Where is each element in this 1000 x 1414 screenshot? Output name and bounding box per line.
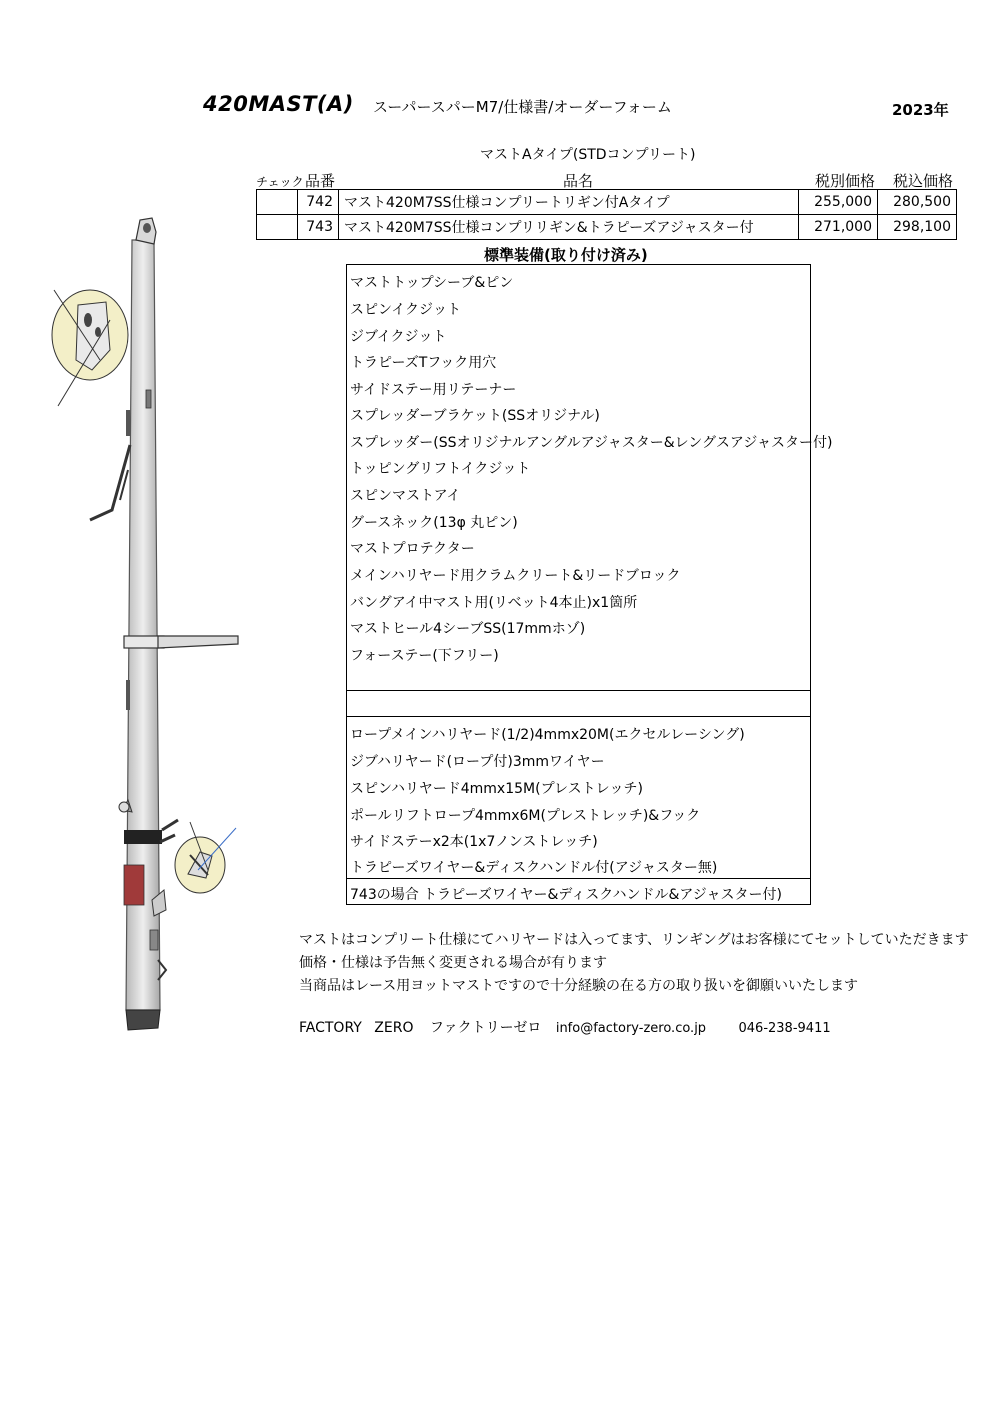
list-item: グースネック(13φ 丸ピン) bbox=[350, 515, 518, 531]
list-item: スピンイクジット bbox=[350, 302, 462, 318]
boom-band bbox=[124, 830, 162, 844]
email-link[interactable]: info@factory-zero.co.jp bbox=[555, 1021, 707, 1036]
list-item: マストヒール4シーブSS(17mmホゾ) bbox=[350, 621, 586, 637]
list-item: マストトップシーブ&ピン bbox=[350, 275, 514, 291]
check-cell[interactable] bbox=[257, 215, 298, 240]
list-item: スピンマストアイ bbox=[350, 488, 461, 504]
page-subtitle: スーパースパーM7/仕様書/オーダーフォーム bbox=[373, 98, 672, 116]
mast-protector bbox=[124, 865, 144, 905]
list-item: ジブハリヤード(ロープ付)3mmワイヤー bbox=[350, 754, 605, 770]
product-table bbox=[256, 189, 957, 240]
header-price-ex: 税別価格 bbox=[815, 172, 876, 190]
list-item: バングアイ中マスト用(リベット4本止)x1箇所 bbox=[350, 595, 638, 611]
check-cell[interactable] bbox=[257, 190, 298, 215]
table-row bbox=[257, 215, 957, 240]
header-price-in: 税込価格 bbox=[893, 172, 954, 190]
mast-illustration bbox=[40, 210, 250, 1040]
price-ex-cell: 271,000 bbox=[799, 215, 878, 240]
price-ex-cell: 255,000 bbox=[799, 190, 878, 215]
price-in-cell: 298,100 bbox=[878, 215, 957, 240]
list-item: トラピーズTフック用穴 bbox=[350, 355, 497, 371]
header-check: チェック bbox=[256, 175, 304, 189]
list-item: メインハリヤード用クラムクリート&リードブロック bbox=[350, 568, 681, 584]
section-title: マストAタイプ(STDコンプリート) bbox=[480, 147, 696, 163]
list-item: ポールリフトロープ4mmx6M(プレストレッチ)&フック bbox=[350, 808, 701, 824]
list-item: ジブイクジット bbox=[350, 329, 447, 345]
note-line: マストはコンプリート仕様にてハリヤードは入ってます、リンギングはお客様にてセットしていただきます bbox=[299, 932, 969, 948]
company-name: FACTORY ZERO bbox=[299, 1020, 414, 1036]
code-cell: 742 bbox=[298, 190, 339, 215]
phone-number: 046-238-9411 bbox=[738, 1021, 831, 1036]
note-line: 価格・仕様は予告無く変更される場合が有ります bbox=[299, 955, 607, 971]
mast-heel bbox=[126, 1010, 160, 1030]
list-item: スピンハリヤード4mmx15M(プレストレッチ) bbox=[350, 781, 643, 797]
year-label: 2023年 bbox=[892, 101, 949, 119]
header-code: 品番 bbox=[305, 172, 336, 190]
table-row bbox=[257, 190, 957, 215]
footer bbox=[299, 1017, 841, 1037]
page-title: 420MAST(A) bbox=[203, 92, 354, 116]
code-cell: 743 bbox=[298, 215, 339, 240]
company-kana: ファクトリーゼロ bbox=[429, 1020, 542, 1036]
standard-equipment-title: 標準装備(取り付け済み) bbox=[484, 246, 648, 264]
list-item: マストプロテクター bbox=[350, 541, 475, 557]
list-item: サイドステー用リテーナー bbox=[350, 382, 517, 398]
list-item: サイドステーx2本(1x7ノンストレッチ) bbox=[350, 834, 598, 850]
name-cell: マスト420M7SS仕様コンプリリギン&トラピーズアジャスター付 bbox=[339, 215, 799, 240]
blank-row-box bbox=[346, 690, 811, 717]
list-item: フォーステー(下フリー) bbox=[350, 648, 499, 664]
extra-item: 743の場合 トラピーズワイヤー&ディスクハンドル&アジャスター付) bbox=[350, 887, 782, 903]
list-item: トラピーズワイヤー&ディスクハンドル付(アジャスター無) bbox=[350, 860, 718, 876]
price-in-cell: 280,500 bbox=[878, 190, 957, 215]
spreader-arm bbox=[158, 636, 238, 648]
list-item: スプレッダーブラケット(SSオリジナル) bbox=[350, 408, 600, 424]
list-item: トッピングリフトイクジット bbox=[350, 461, 531, 477]
header-name: 品名 bbox=[563, 172, 594, 190]
list-item: スプレッダー(SSオリジナルアングルアジャスター&レングスアジャスター付) bbox=[350, 435, 833, 451]
name-cell: マスト420M7SS仕様コンプリートリギン付Aタイプ bbox=[339, 190, 799, 215]
note-line: 当商品はレース用ヨットマストですので十分経験の在る方の取り扱いを御願いいたします bbox=[299, 978, 859, 994]
list-item: ロープメインハリヤード(1/2)4mmx20M(エクセルレーシング) bbox=[350, 727, 745, 743]
